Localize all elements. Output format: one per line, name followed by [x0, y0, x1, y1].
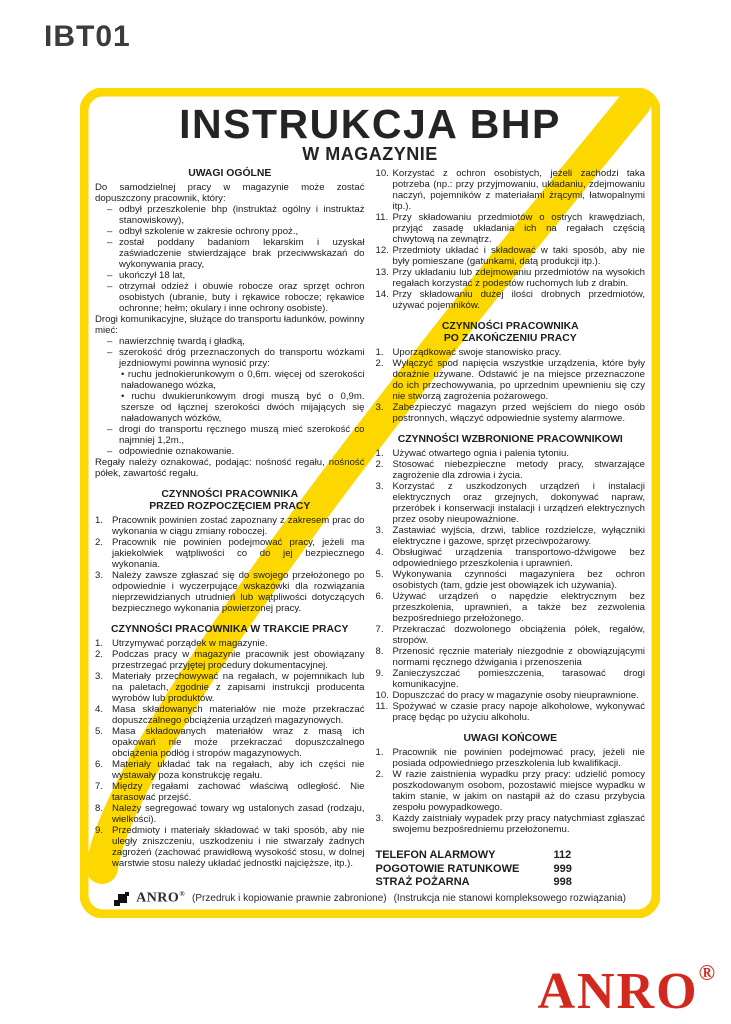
list-marker: 2. [95, 649, 104, 660]
list-item-text: szerokość dróg przeznaczonych do transportu wózkami jezdniowymi powinna wynosić przy: [119, 347, 365, 369]
list-item-text: Materiały przechowywać na regałach, w pojemnikach lub na paletach, zgodnie z zapisami instrukcji producenta wyrobów lub produktów. [112, 671, 365, 704]
numbered-list-item [376, 747, 646, 769]
poster-footer [80, 890, 660, 907]
list-item-text: nawierzchnię twardą i gładką, [119, 336, 245, 347]
disclaimer-note: (Instrukcja nie stanowi kompleksowego rozwiązania) [393, 893, 626, 905]
list-item-text: Korzystać z uszkodzonych urządzeń i instalacji elektrycznych oraz grzejnych, dokonywać napraw, przeróbek i konserwacji instalacji i urządzeń elektrycznych przez osoby nieupoważnione. [392, 481, 645, 525]
section-heading-line: CZYNNOŚCI PRACOWNIKA [441, 321, 579, 332]
list-item-text: Zanieczyszczać pomieszczenia, tarasować drogi komunikacyjne. [392, 668, 645, 690]
list-item-text: Korzystać z ochron osobistych, jeżeli zachodzi taka potrzeba (np.: przy przyjmowaniu, układaniu, zdejmowaniu naczyń, pojemników z materiałami żrącymi, łatwopalnymi itp.). [392, 168, 645, 212]
dash-list-item [95, 270, 365, 281]
list-marker: – [107, 336, 113, 347]
numbered-list-item [376, 690, 646, 701]
list-item-text: Materiały układać tak na regałach, aby ich części nie wystawały poza konstrukcję regału. [112, 759, 365, 781]
numbered-list-item [376, 267, 646, 289]
poster-title: INSTRUKCJA BHP [179, 101, 561, 147]
numbered-list-item [376, 769, 646, 813]
list-item-text: Przenosić ręcznie materiały niezgodnie z obowiązującymi normami ręcznego dźwigania i przenoszenia [392, 646, 645, 668]
numbered-list-item [376, 624, 646, 646]
list-item-text: Pracownik powinien zostać zapoznany z zakresem prac do wykonania w ciągu zmiany roboczej. [112, 515, 365, 537]
dash-list-item [95, 226, 365, 237]
numbered-list-item [95, 726, 365, 759]
phone-number: 998 [553, 876, 572, 888]
list-marker: 9. [95, 825, 104, 836]
list-item-text: Między regałami zachować właściwą odległość. Nie tarasować przejść. [112, 781, 365, 803]
list-item-text: Przedmioty układać i składować w taki sposób, aby nie były pomieszane (gatunkami, datą produkcji itp.). [392, 245, 645, 267]
bhp-instruction-board [80, 88, 660, 918]
list-marker: 11. [375, 212, 389, 223]
list-item-text: drogi do transportu ręcznego muszą mieć szerokość co najmniej 1,2m., [119, 424, 365, 446]
list-item-text: Każdy zaistniały wypadek przy pracy natychmiast zgłaszać swojemu bezpośredniemu przełożonemu. [392, 813, 645, 835]
emergency-phone-row [376, 876, 646, 890]
numbered-list-item [376, 358, 646, 402]
list-marker: 8. [95, 803, 104, 814]
list-marker: 9. [375, 668, 384, 679]
list-item-text: W razie zaistnienia wypadku przy pracy: udzielić pomocy poszkodowanym osobom, pozostawić miejsce wypadku w takim stanie, w jakim on nastąpił aż do czasu przybycia zespołu powypadkowego. [392, 769, 645, 813]
registered-mark: ® [179, 890, 186, 899]
list-marker: – [107, 281, 113, 292]
list-item-text: Masa składowanych materiałów wraz z masą ich opakowań nie może przekraczać dopuszczalnego obciążenia podłóg i stropów magazynowych. [112, 726, 365, 759]
poster-subtitle: W MAGAZYNIE [302, 144, 438, 164]
list-item-text: Pracownik nie powinien podejmować pracy, jeżeli ma jakiekolwiek wątpliwości co do jej bezpiecznego wykonania. [112, 537, 365, 570]
list-marker: 2. [375, 459, 384, 470]
list-marker: 1. [375, 747, 384, 758]
list-marker: – [107, 446, 113, 457]
section-heading [376, 321, 646, 345]
numbered-list-item [95, 638, 365, 649]
numbered-list-item [376, 481, 646, 525]
phone-label: TELEFON ALARMOWY [375, 849, 496, 861]
numbered-list-item [95, 781, 365, 803]
section-heading-line: UWAGI KOŃCOWE [463, 733, 557, 744]
numbered-list-item [95, 803, 365, 825]
list-item-text: Stosować niebezpieczne metody pracy, stwarzające zagrożenie dla zdrowia i życia. [392, 459, 645, 481]
numbered-list-item [376, 168, 646, 212]
phone-label: POGOTOWIE RATUNKOWE [375, 862, 520, 875]
section-heading-line: PRZED ROZPOCZĘCIEM PRACY [149, 501, 311, 512]
phone-number: 999 [553, 862, 572, 875]
copyright-note: (Przedruk i kopiowanie prawnie zabronione) [192, 893, 387, 905]
numbered-list-item [376, 701, 646, 723]
section-heading [95, 624, 365, 636]
section-heading [376, 733, 646, 745]
section-heading [95, 168, 365, 180]
section-heading-line: PO ZAKOŃCZENIU PRACY [443, 333, 577, 344]
list-item-text: Uporządkować swoje stanowisko pracy. [392, 347, 562, 358]
list-marker: 1. [375, 448, 384, 459]
list-marker: 11. [375, 701, 389, 712]
list-item-text: Utrzymywać porządek w magazynie. [112, 638, 268, 649]
list-marker: 7. [375, 624, 384, 635]
bullet-list-item: • ruchu jednokierunkowym o 0,6m. więcej od szerokości naładowanego wózka, [121, 369, 365, 391]
list-item-text: odpowiednie oznakowanie. [119, 446, 235, 457]
numbered-list-item [95, 570, 365, 614]
list-item-text: został poddany badaniom lekarskim i uzyskał zaświadczenie stwierdzające brak przeciwwskazań do wykonywania pracy, [119, 237, 365, 270]
list-marker: – [107, 204, 113, 215]
anro-brand-logo: ANRO® [537, 960, 715, 1020]
list-marker: 14. [375, 289, 389, 300]
emergency-phone-row [376, 849, 646, 863]
numbered-list-item [376, 245, 646, 267]
list-item-text: Spożywać w czasie pracy napoje alkoholowe, wykonywać pracę będąc po użyciu alkoholu. [392, 701, 645, 723]
list-item-text: ukończył 18 lat, [119, 270, 186, 281]
list-marker: 3. [95, 671, 104, 682]
list-marker: 1. [95, 638, 104, 649]
anro-footer-wordmark: ANRO® [136, 890, 186, 906]
list-item-text: Przy składowaniu dużej ilości drobnych przedmiotów, używać pojemników. [392, 289, 645, 311]
section-heading [95, 489, 365, 513]
list-item-text: Zastawiać wyjścia, drzwi, tablice rozdzielcze, wyłączniki elektryczne i gazowe, sprzęt przeciwpożarowy. [392, 525, 645, 547]
list-marker: 6. [95, 759, 104, 770]
paragraph: Regały należy oznakować, podając: nośność regału, nośność półek, zawartość regału. [95, 457, 365, 479]
list-item-text: Używać otwartego ognia i palenia tytoniu. [392, 448, 570, 459]
left-column [95, 168, 365, 884]
list-item-text: Przekraczać dozwolonego obciążenia półek, regałów, stropów. [392, 624, 645, 646]
numbered-list-item [376, 646, 646, 668]
list-item-text: Obsługiwać urządzenia transportowo-dźwigowe bez odpowiedniego przeszkolenia i uprawnień. [392, 547, 645, 569]
list-marker: 3. [375, 525, 384, 536]
list-item-text: odbył przeszkolenie bhp (instruktaż ogólny i instruktaż stanowiskowy), [119, 204, 365, 226]
list-marker: – [107, 347, 113, 358]
list-item-text: Przy układaniu lub zdejmowaniu przedmiotów na wysokich regałach korzystać z podestów ruchomych lub z drabin. [392, 267, 645, 289]
list-item-text: Przedmioty i materiały składować w taki sposób, aby nie uległy zniszczeniu, uszkodzeniu i nie stwarzały żadnych zagrożeń (zachować prawidłową wysokość stosu, w dolnej warstwie stosu należy układać jednostki najcięższe, itp.). [112, 825, 365, 869]
list-item-text: Wykonywania czynności magazyniera bez ochron osobistych (tam, gdzie jest obowiązek ich używania). [392, 569, 645, 591]
phone-label: STRAŻ POŻARNA [375, 876, 470, 888]
list-marker: – [107, 226, 113, 237]
instruction-columns [95, 168, 645, 888]
list-marker: 4. [95, 704, 104, 715]
list-marker: 2. [375, 769, 384, 780]
numbered-list-item [95, 825, 365, 869]
list-marker: 3. [375, 813, 384, 824]
catalog-code: IBT01 [44, 20, 131, 53]
dash-list-item [95, 237, 365, 270]
numbered-list-item [95, 704, 365, 726]
numbered-list-item [95, 759, 365, 781]
list-item-text: Pracownik nie powinien podejmować pracy, jeżeli nie posiada odpowiedniego przeszkolenia lub kwalifikacji. [392, 747, 645, 769]
numbered-list-item [376, 547, 646, 569]
list-item-text: Zabezpieczyć magazyn przed wejściem do niego osób postronnych, włączyć odpowiednie systemy alarmowe. [392, 402, 645, 424]
dash-list-item [95, 446, 365, 457]
list-item-text: Masa składowanych materiałów nie może przekraczać dopuszczalnego obciążenia urządzeń magazynowych. [112, 704, 365, 726]
right-column [375, 168, 646, 888]
section-heading-line: UWAGI OGÓLNE [188, 168, 272, 179]
dash-list-item [95, 336, 365, 347]
list-marker: 5. [375, 569, 384, 580]
section-heading-line: CZYNNOŚCI PRACOWNIKA W TRAKCIE PRACY [111, 624, 349, 635]
list-marker: 5. [95, 726, 104, 737]
list-item-text: odbył szkolenie w zakresie ochrony ppoż., [119, 226, 299, 237]
list-item-text: Używać urządzeń o napędzie elektrycznym bez przeszkolenia, uprawnień, a także bez zezwolenia bezpośredniego przełożonego. [392, 591, 645, 624]
list-item-text: Dopuszczać do pracy w magazynie osoby nieuprawnione. [392, 690, 639, 701]
bullet-list-item: • ruchu dwukierunkowym drogi muszą być o 0,9m. szersze od łącznej szerokości dwóch mijających się naładowanych wózków, [121, 391, 365, 424]
numbered-list-item [376, 813, 646, 835]
list-marker: 8. [375, 646, 384, 657]
list-item-text: Wyłączyć spod napięcia wszystkie urządzenia, które były doraźnie używane. Odstawić je na miejsce przeznaczone do ich przechowywania, po uprzednim upewnieniu się czy nie stworzą zagrożenia pożarowego. [392, 358, 645, 402]
numbered-list-item [376, 569, 646, 591]
section-heading [376, 434, 646, 446]
list-marker: 10. [375, 690, 389, 701]
numbered-list-item [376, 591, 646, 624]
list-marker: 4. [375, 547, 384, 558]
registered-mark: ® [698, 960, 715, 985]
dash-list-item [95, 424, 365, 446]
list-marker: 2. [95, 537, 104, 548]
list-marker: 13. [375, 267, 389, 278]
section-heading-line: CZYNNOŚCI PRACOWNIKA [161, 489, 299, 500]
numbered-list-item [95, 671, 365, 704]
list-marker: 3. [375, 481, 384, 492]
list-item-text: Należy segregować towary wg ustalonych zasad (rodzaju, wielkości). [112, 803, 365, 825]
numbered-list-item [95, 649, 365, 671]
numbered-list-item [376, 212, 646, 245]
numbered-list-item [376, 525, 646, 547]
list-marker: – [107, 270, 113, 281]
list-marker: 3. [95, 570, 104, 581]
list-marker: 1. [95, 515, 104, 526]
list-item-text: Przy składowaniu przedmiotów o ostrych krawędziach, przyjąć zasadę układania ich na regałach częścią chwytową na zewnątrz. [392, 212, 645, 245]
numbered-list-item [376, 347, 646, 358]
list-marker: 7. [95, 781, 104, 792]
list-marker: 3. [375, 402, 384, 413]
section-heading-line: CZYNNOŚCI WZBRONIONE PRACOWNIKOWI [397, 434, 623, 445]
list-marker: – [107, 424, 113, 435]
list-marker: 12. [375, 245, 389, 256]
dash-list-item [95, 204, 365, 226]
numbered-list-item [95, 515, 365, 537]
list-marker: 6. [375, 591, 384, 602]
phone-number: 112 [553, 849, 572, 861]
anro-logo-icon [114, 892, 129, 906]
dash-list-item [95, 281, 365, 314]
list-marker: – [107, 237, 113, 248]
list-item-text: Należy zawsze zgłaszać się do swojego przełożonego po odpowiednie i wyczerpujące wskazówki dla rozwiązania nieprzewidzianych utrudnień lub wątpliwości dotyczących bezpiecznego wykonania powierzonej pracy. [112, 570, 365, 614]
numbered-list-item [376, 459, 646, 481]
paragraph: Do samodzielnej pracy w magazynie może zostać dopuszczony pracownik, który: [95, 182, 365, 204]
numbered-list-item [376, 668, 646, 690]
numbered-list-item [376, 289, 646, 311]
list-item-text: Podczas pracy w magazynie pracownik jest obowiązany przestrzegać przyjętej procedury dokumentacyjnej. [112, 649, 365, 671]
paragraph: Drogi komunikacyjne, służące do transportu ładunków, powinny mieć: [95, 314, 365, 336]
numbered-list-item [376, 448, 646, 459]
list-marker: 10. [375, 168, 389, 179]
numbered-list-item [376, 402, 646, 424]
numbered-list-item [95, 537, 365, 570]
list-item-text: otrzymał odzież i obuwie robocze oraz sprzęt ochron osobistych (ubranie, buty i rękawice robocze; rękawice ochronne; hełm; okulary i inne ochrony osobiste). [119, 281, 365, 314]
emergency-phone-row [376, 863, 646, 877]
dash-list-item [95, 347, 365, 369]
list-marker: 2. [375, 358, 384, 369]
list-marker: 1. [375, 347, 384, 358]
